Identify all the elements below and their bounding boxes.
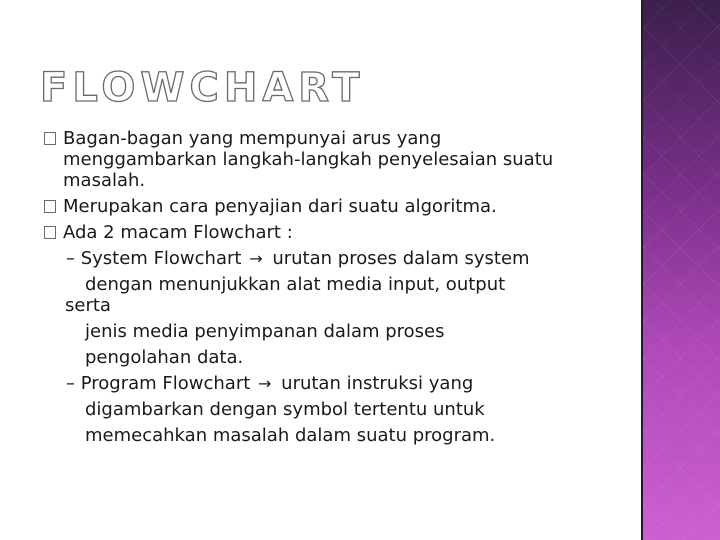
sub-item-continuation: memecahkan masalah dalam suatu program. [85,425,496,446]
diamond-pattern [641,0,720,540]
sub-item-continuation: serta [65,295,111,316]
bullet-continuation: masalah. [63,170,146,191]
bullet-text: Merupakan cara penyajian dari suatu algoritma. [63,196,497,217]
bullet-item [44,222,624,243]
slide-content [44,128,624,446]
sub-item-text: urutan instruksi yang [281,373,474,394]
slide-title: FLOWCHART [40,65,365,111]
sub-item-text: urutan proses dalam system [272,248,530,269]
bullet-continuation: menggambarkan langkah-langkah penyelesaian suatu [63,149,554,170]
sub-item-label: – System Flowchart [66,248,242,269]
sub-item-program [44,373,624,394]
arrow-right-icon: → [258,374,272,393]
decorative-side-panel [641,0,720,540]
sub-item-continuation: dengan menunjukkan alat media input, output [85,274,506,295]
square-bullet-icon [44,132,56,145]
bullet-item [44,196,624,217]
square-bullet-icon [44,226,56,239]
side-panel-border [641,0,643,540]
square-bullet-icon [44,200,56,213]
arrow-right-icon: → [249,249,263,268]
sub-item-continuation: jenis media penyimpanan dalam proses [85,321,445,342]
sub-item-continuation: digambarkan dengan symbol tertentu untuk [85,399,485,420]
sub-item-continuation: pengolahan data. [85,347,244,368]
sub-item-system [44,248,624,269]
bullet-text: Ada 2 macam Flowchart : [63,222,293,243]
bullet-text: Bagan-bagan yang mempunyai arus yang [63,128,442,149]
sub-item-label: – Program Flowchart [66,373,251,394]
bullet-item [44,128,624,149]
